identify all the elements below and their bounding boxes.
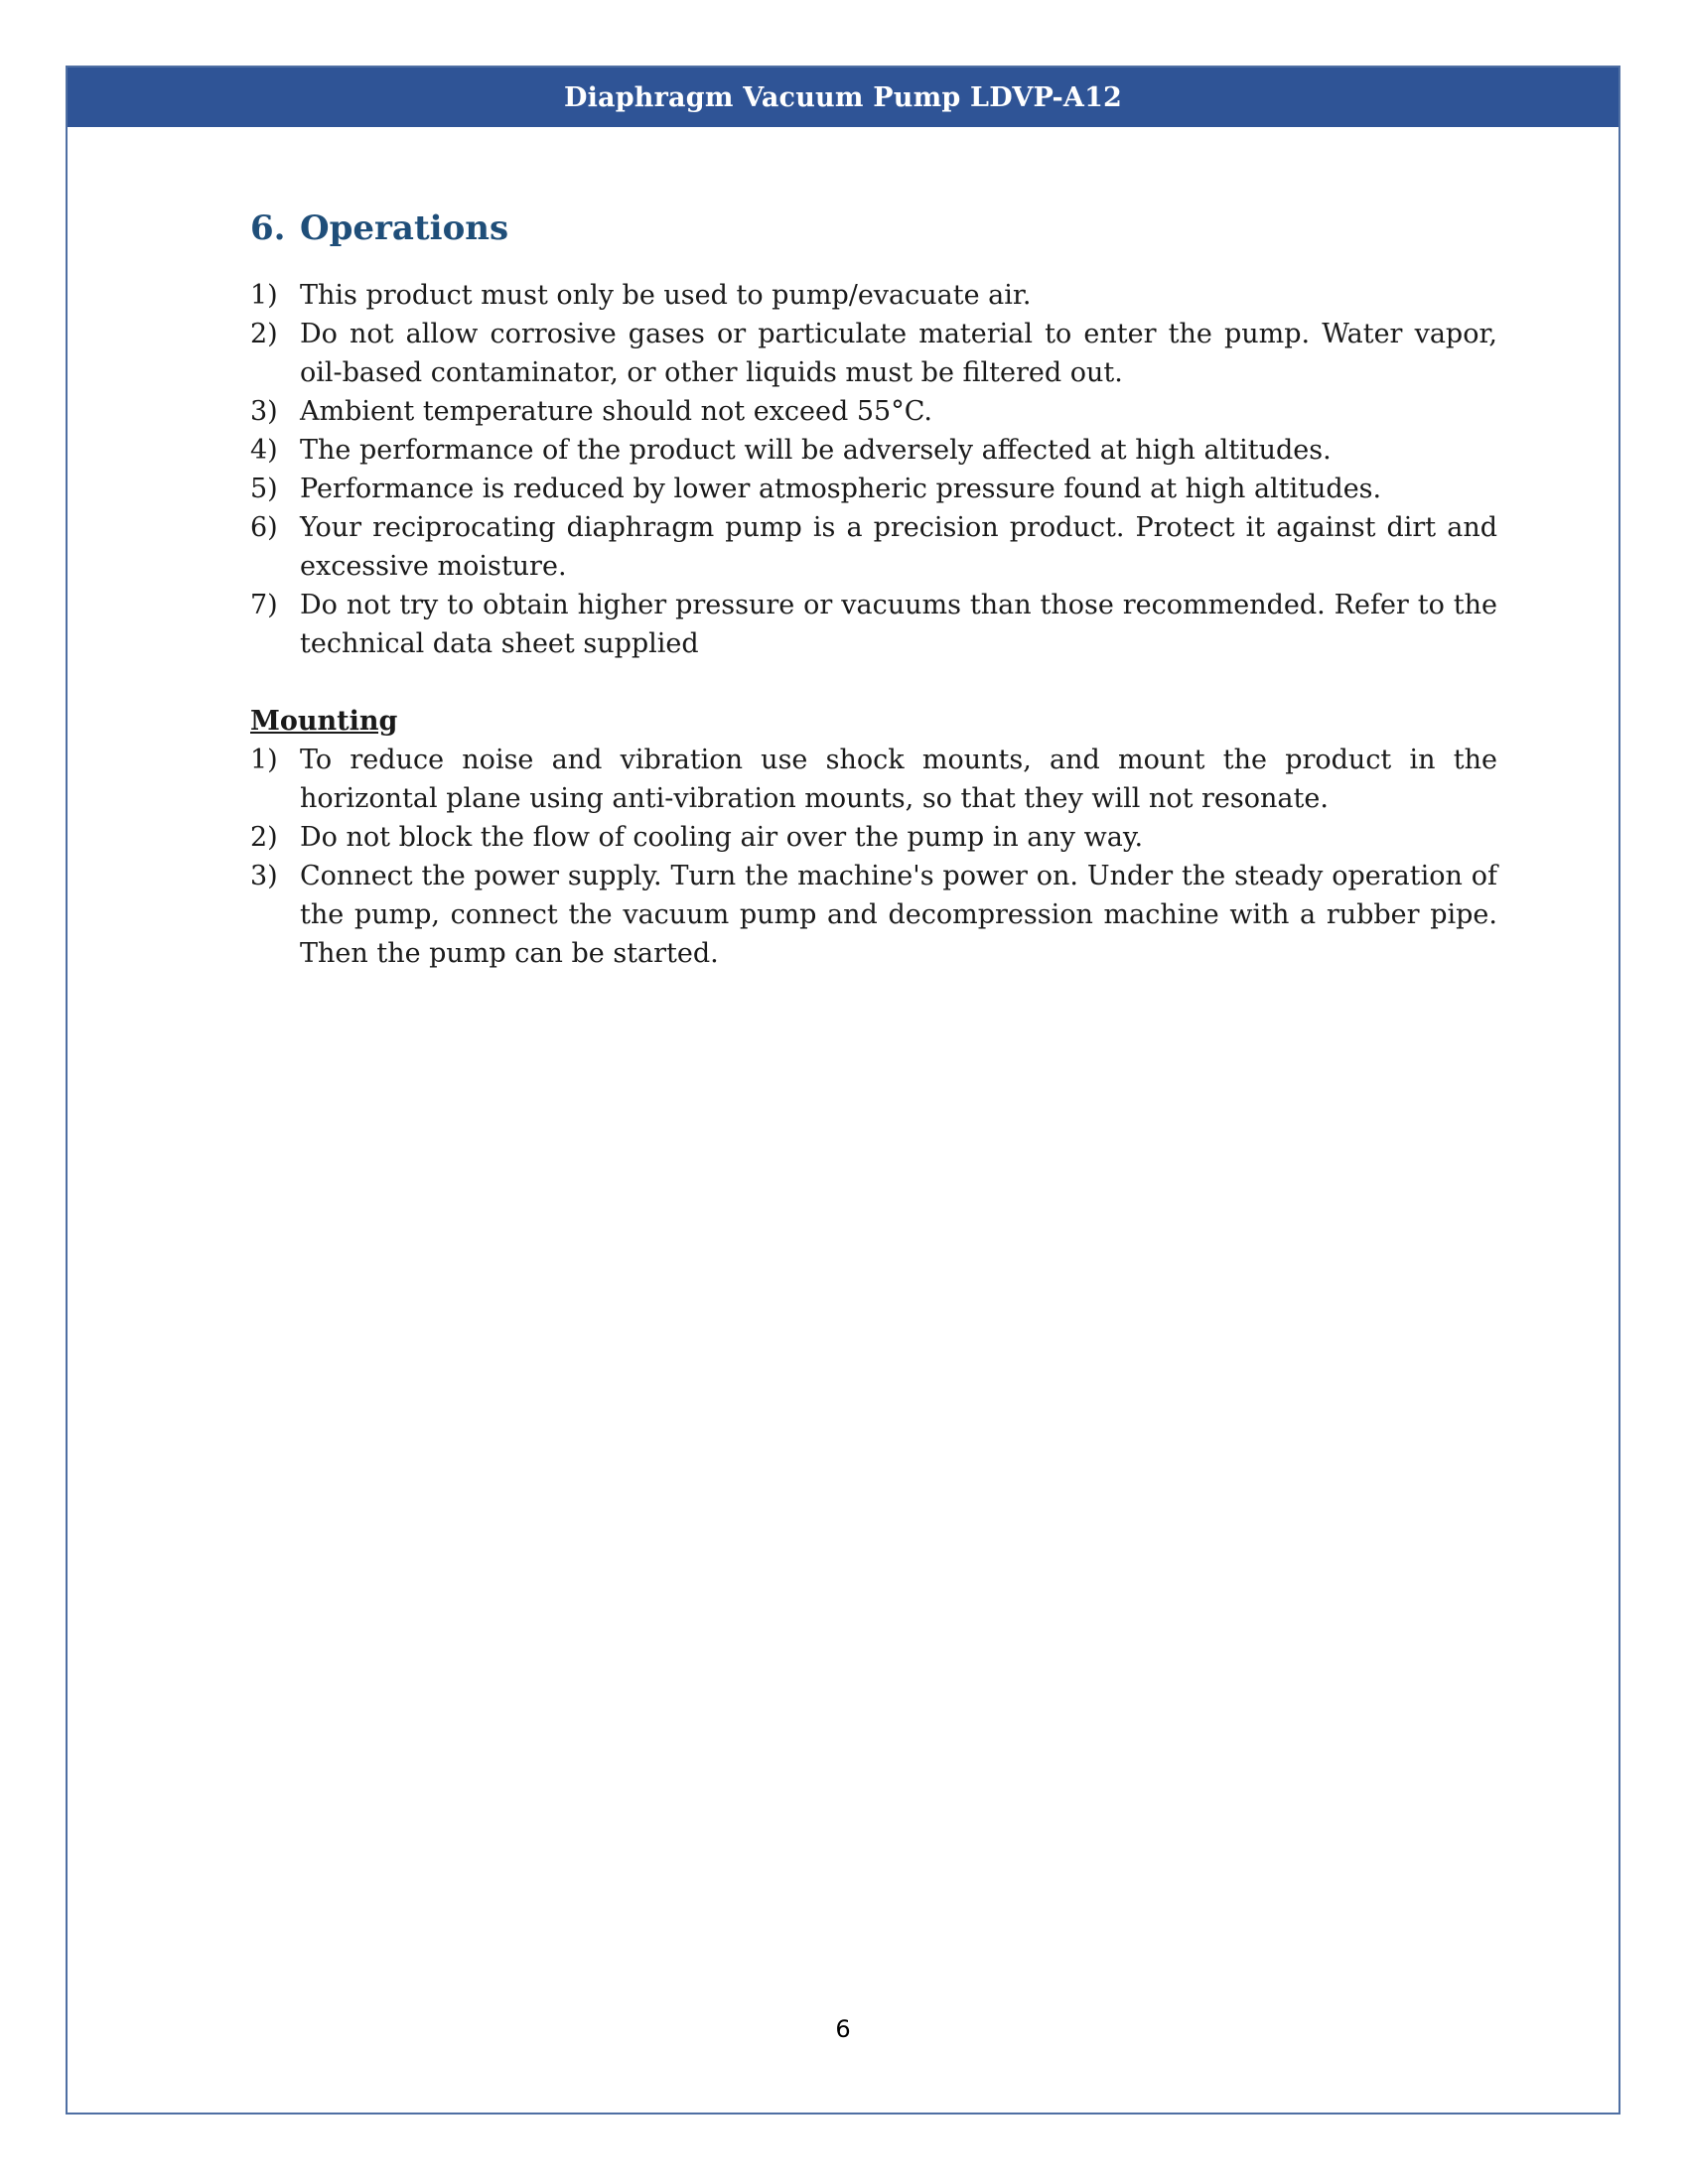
list-item [250, 431, 1497, 470]
list-item [250, 508, 1497, 586]
list-marker: 2) [250, 822, 278, 853]
list-item-text: Do not try to obtain higher pressure or vacuums than those recommended. Refer to the technical data sheet supplied [300, 590, 1497, 659]
list-item [250, 315, 1497, 392]
list-marker: 1) [250, 280, 278, 311]
list-item-text: To reduce noise and vibration use shock mounts, and mount the product in the horizontal plane using anti-vibration mounts, so that they will not resonate. [300, 745, 1497, 814]
list-marker: 4) [250, 435, 278, 466]
list-marker: 2) [250, 319, 278, 349]
list-item [250, 470, 1497, 508]
list-marker: 1) [250, 745, 278, 775]
list-item [250, 586, 1497, 663]
section-title: Operations [300, 208, 509, 248]
list-item-text: The performance of the product will be adversely affected at high altitudes. [300, 435, 1332, 466]
page-content [250, 205, 1497, 973]
header-title: Diaphragm Vacuum Pump LDVP-A12 [563, 81, 1123, 113]
header-bar [68, 68, 1618, 127]
list-item [250, 857, 1497, 973]
list-item-text: Do not allow corrosive gases or particulate material to enter the pump. Water vapor, oil-based contaminator, or other liquids must be filtered out. [300, 319, 1497, 388]
list-item [250, 276, 1497, 315]
list-marker: 5) [250, 474, 278, 504]
section-heading [250, 205, 1497, 252]
list-item-text: This product must only be used to pump/evacuate air. [300, 280, 1032, 311]
section-number: 6. [250, 208, 286, 248]
mounting-heading: Mounting [250, 706, 398, 737]
mounting-list [250, 741, 1497, 973]
list-item [250, 392, 1497, 431]
list-item-text: Do not block the flow of cooling air over the pump in any way. [300, 822, 1144, 853]
list-item-text: Connect the power supply. Turn the machine's power on. Under the steady operation of the pump, connect the vacuum pump and decompression machine with a rubber pipe. Then the pump can be started. [300, 861, 1497, 969]
operations-list [250, 276, 1497, 663]
list-marker: 6) [250, 512, 278, 543]
page-number: 6 [835, 2015, 851, 2043]
page-frame [66, 66, 1620, 2115]
list-marker: 3) [250, 861, 278, 891]
list-item [250, 818, 1497, 857]
list-marker: 3) [250, 396, 278, 427]
list-item-text: Your reciprocating diaphragm pump is a precision product. Protect it against dirt and excessive moisture. [300, 512, 1497, 582]
list-item-text: Ambient temperature should not exceed 55°C. [300, 396, 932, 427]
list-marker: 7) [250, 590, 278, 620]
list-item-text: Performance is reduced by lower atmospheric pressure found at high altitudes. [300, 474, 1382, 504]
list-item [250, 741, 1497, 818]
